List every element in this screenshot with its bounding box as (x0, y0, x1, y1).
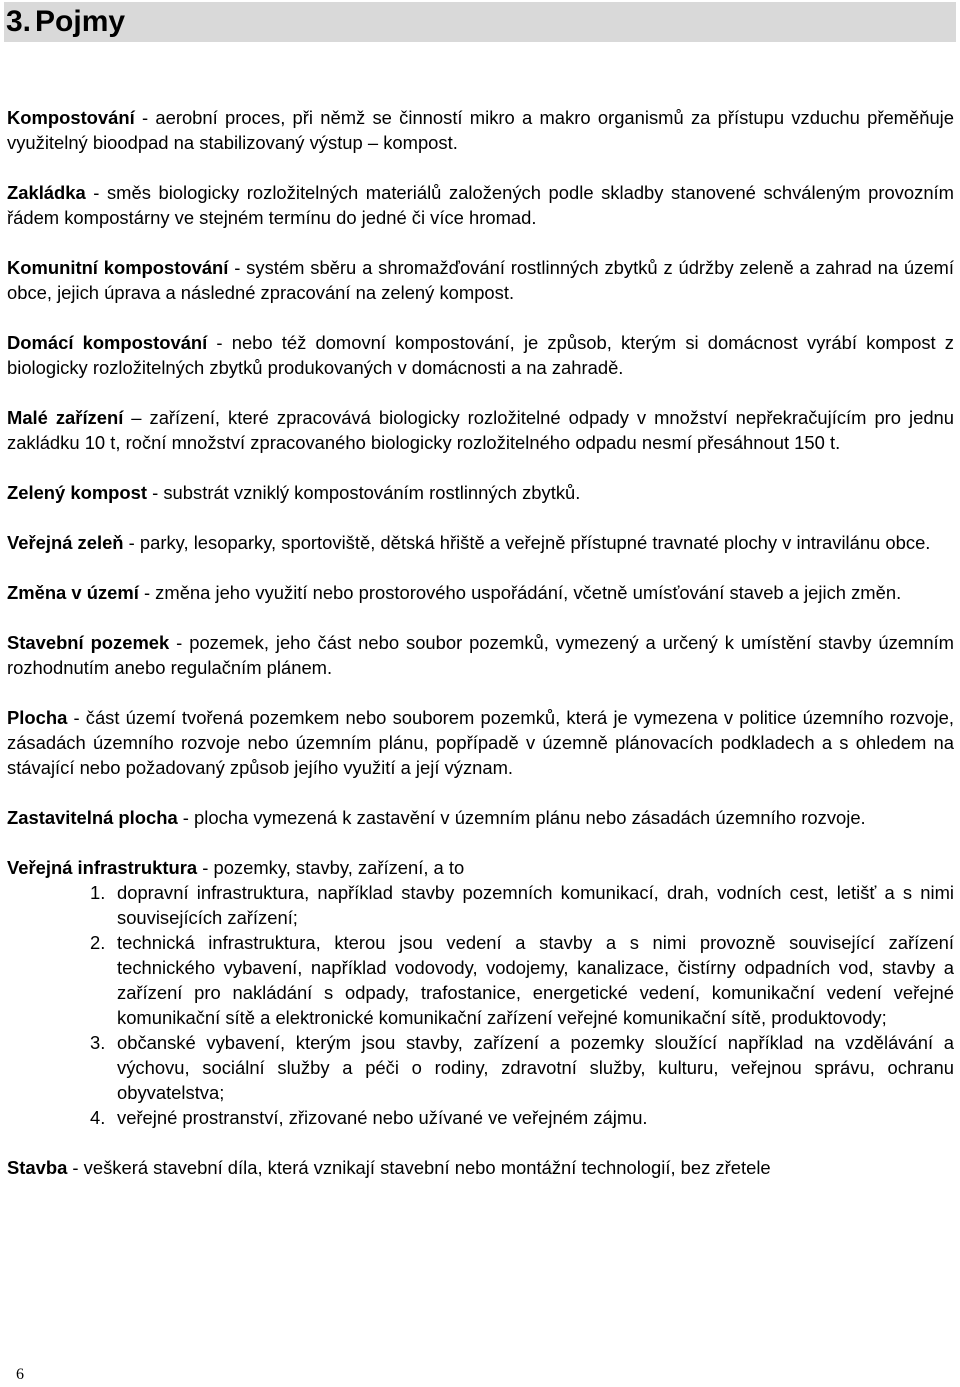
section-heading (6, 4, 125, 40)
section-number: 3. (6, 5, 32, 38)
definition-paragraph (7, 180, 954, 230)
definition-paragraph (7, 105, 954, 155)
definition-text: - změna jeho využití nebo prostorového uspořádání, včetně umísťování staveb a jejich změn. (138, 582, 902, 603)
list-item-text: občanské vybavení, kterým jsou stavby, zařízení a pozemky sloužící například na vzdělávání a výchovu, sociální služby a péči o rodiny, zdravotní služby, kulturu, veřejnou správu, ochranu obyvatelstva; (117, 1032, 954, 1103)
definition-term: Plocha (7, 707, 68, 728)
list-item-text: veřejné prostranství, zřizované nebo užívané ve veřejném zájmu. (117, 1107, 648, 1128)
list-item-number: 4. (90, 1107, 106, 1128)
list-item-number: 2. (90, 932, 106, 953)
definition-paragraph (7, 255, 954, 305)
definition-paragraph (7, 805, 954, 830)
definition-paragraph (7, 855, 954, 880)
definition-text: - nebo též domovní kompostování, je způsob, kterým si domácnost vyrábí kompost z biologicky rozložitelných zbytků produkovaných v domácnosti a na zahradě. (7, 332, 954, 378)
heading-background (4, 2, 956, 42)
definition-term: Zelený kompost (7, 482, 148, 503)
definition-term: Komunitní kompostování (7, 257, 229, 278)
definition-text: - plocha vymezená k zastavění v územním plánu nebo zásadách územního rozvoje. (177, 807, 866, 828)
definition-term: Změna v území (7, 582, 139, 603)
definition-paragraph (7, 530, 954, 555)
definition-text: - veškerá stavební díla, která vznikají stavební nebo montážní technologií, bez zřetele (67, 1157, 771, 1178)
definition-text: - pozemek, jeho část nebo soubor pozemků, vymezený a určený k umístění stavby územním rozhodnutím anebo regulačním plánem. (7, 632, 954, 678)
list-item (7, 880, 954, 930)
definition-term: Zastavitelná plocha (7, 807, 178, 828)
definition-term: Stavba (7, 1157, 68, 1178)
list-item (7, 930, 954, 1030)
definition-paragraph (7, 480, 954, 505)
definition-paragraph (7, 330, 954, 380)
definition-text: - aerobní proces, při němž se činností mikro a makro organismů za přístupu vzduchu přeměňuje využitelný bioodpad na stabilizovaný výstup – kompost. (7, 107, 954, 153)
definition-paragraph (7, 1155, 954, 1180)
list-item (7, 1105, 954, 1130)
definition-term: Veřejná infrastruktura (7, 857, 198, 878)
page-number: 6 (16, 1366, 24, 1383)
definition-paragraph (7, 405, 954, 455)
list-item-number: 3. (90, 1032, 106, 1053)
definition-paragraph (7, 705, 954, 780)
definition-paragraph (7, 580, 954, 605)
section-title: Pojmy (35, 5, 126, 38)
definition-text: - systém sběru a shromažďování rostlinných zbytků z údržby zeleně a zahrad na území obce, jejich úprava a následné zpracování na zelený kompost. (7, 257, 954, 303)
list-item-number: 1. (90, 882, 106, 903)
definition-term: Domácí kompostování (7, 332, 208, 353)
definition-term: Malé zařízení (7, 407, 124, 428)
document-body (7, 105, 954, 1205)
definition-text: - substrát vzniklý kompostováním rostlinných zbytků. (147, 482, 581, 503)
definition-text: – zařízení, které zpracovává biologicky rozložitelné odpady v množství nepřekračujícím pro jednu zakládku 10 t, roční množství zpracovaného biologicky rozložitelného odpadu nesmí přesáhnout 150 t. (7, 407, 955, 453)
definition-text: - parky, lesoparky, sportoviště, dětská hřiště a veřejně přístupné travnaté plochy v intravilánu obce. (123, 532, 931, 553)
definition-text: - pozemky, stavby, zařízení, a to (197, 857, 465, 878)
infrastructure-list (7, 880, 954, 1130)
definition-paragraph (7, 630, 954, 680)
definition-term: Stavební pozemek (7, 632, 170, 653)
definition-text: - směs biologicky rozložitelných materiálů založených podle skladby stanovené schváleným provozním řádem kompostárny ve stejném termínu do jedné či více hromad. (7, 182, 954, 228)
definition-term: Kompostování (7, 107, 135, 128)
definition-text: - část území tvořená pozemkem nebo souborem pozemků, která je vymezena v politice územního rozvoje, zásadách územního rozvoje nebo územním plánu, popřípadě v územně plánovacích podkladech a s ohledem na stávající nebo požadovaný způsob jejího využití a její význam. (7, 707, 954, 778)
definition-term: Zakládka (7, 182, 86, 203)
definition-term: Veřejná zeleň (7, 532, 124, 553)
list-item-text: technická infrastruktura, kterou jsou vedení a stavby a s nimi provozně související zařízení technického vybavení, například vodovody, vodojemy, kanalizace, čistírny odpadních vod, stavby a zařízení pro nakládání s odpady, trafostanice, energetické vedení, komunikační vedení veřejné komunikační sítě a elektronické komunikační zařízení veřejné komunikační sítě, produktovody; (117, 932, 954, 1028)
list-item-text: dopravní infrastruktura, například stavby pozemních komunikací, drah, vodních cest, letišť a s nimi souvisejících zařízení; (117, 882, 954, 928)
list-item (7, 1030, 954, 1105)
